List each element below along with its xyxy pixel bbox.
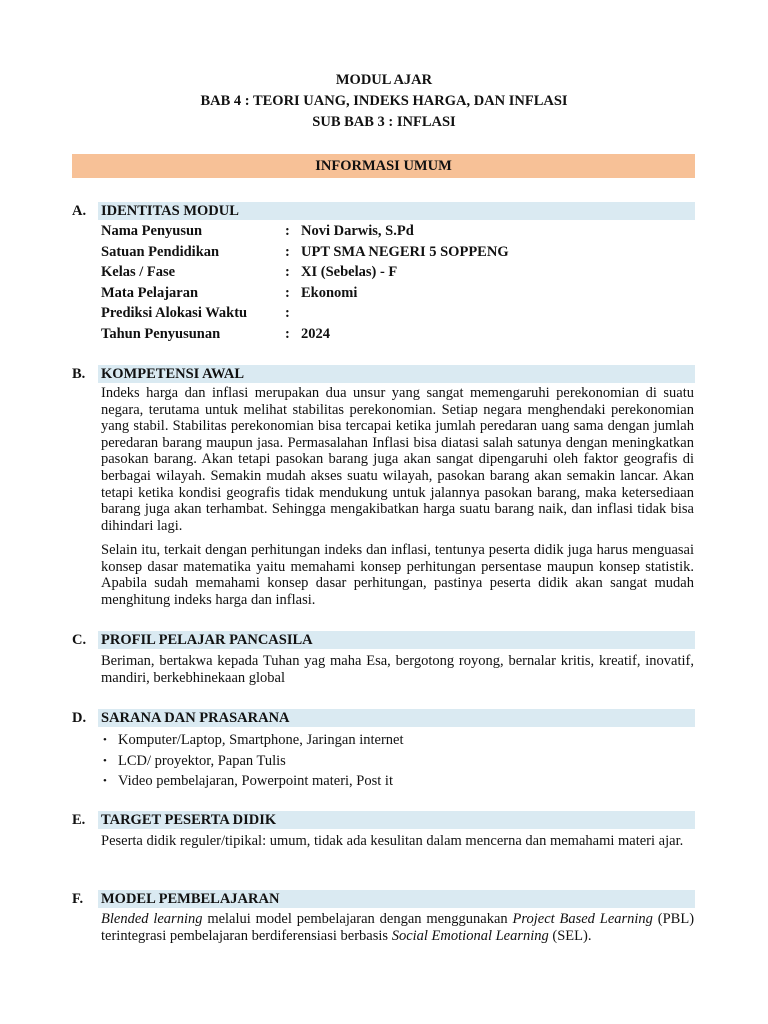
facilities-list: [101, 731, 694, 793]
learning-model-text: [101, 911, 694, 944]
section-e-title: TARGET PESERTA DIDIK: [101, 812, 277, 828]
section-f-letter: F.: [72, 891, 84, 907]
identity-colon: :: [285, 325, 290, 342]
pancasila-profile-text: Beriman, bertakwa kepada Tuhan yag maha Esa, bergotong royong, bernalar kritis, kreatif, inovatif, mandiri, berkebhinekaan global: [101, 653, 694, 686]
section-e-heading: [72, 811, 695, 829]
initial-competence-paragraph-2: Selain itu, terkait dengan perhitungan indeks dan inflasi, tentunya peserta didik juga harus menguasai konsep dasar matematika yaitu memahami konsep perhitungan persentase maupun konsep statistik. Apabila sudah memahami konsep dasar perhitungan, pastinya peserta didik akan sangat mudah menghitung indeks harga dan inflasi.: [101, 542, 694, 608]
list-item: [101, 752, 694, 773]
identity-label: Tahun Penyusunan: [101, 325, 221, 342]
section-d-heading: [72, 709, 695, 727]
identity-colon: :: [285, 284, 290, 301]
initial-competence-paragraph-1: Indeks harga dan inflasi merupakan dua unsur yang sangat memengaruhi perekonomian di suatu negara, terutama untuk melihat stabilitas perekonomian. Setiap negara menghendaki perekonomian yang stabil. Stabilitas perekonomian bisa tercapai ketika jumlah peredaran uang sama dengan jumlah peredaran barang maupun jasa. Permasalahan Inflasi bisa diatasi salah satunya dengan meningkatkan pasokan barang. Akan tetapi pasokan barang juga akan sangat dipengaruhi oleh faktor geografis di berbagai wilayah. Semakin mudah akses suatu wilayah, pasokan barang akan semakin lancar. Akan tetapi ketika kondisi geografis tidak mendukung untuk jalannya pasokan barang, maka ketersediaan barang juga akan terhambat. Sehingga mengakibatkan harga suatu barang naik, dan inflasi tidak bisa dihindari lagi.: [101, 385, 694, 534]
identity-value: Ekonomi: [301, 284, 358, 301]
identity-colon: :: [285, 305, 290, 321]
list-item: [101, 772, 694, 793]
target-students-text: Peserta didik reguler/tipikal: umum, tidak ada kesulitan dalam mencerna dan memahami materi ajar.: [101, 833, 684, 849]
bullet-icon: •: [103, 775, 107, 787]
text-segment: (SEL).: [548, 927, 592, 944]
bullet-icon: •: [103, 754, 107, 767]
identity-label: Satuan Pendidikan: [101, 243, 220, 260]
list-item-text: LCD/ proyektor, Papan Tulis: [118, 752, 286, 769]
subchapter-title: SUB BAB 3 : INFLASI: [312, 114, 456, 130]
identity-label: Mata Pelajaran: [101, 284, 199, 301]
sel-term: Social Emotional Learning: [391, 927, 549, 944]
identity-colon: :: [285, 243, 290, 260]
section-d-letter: D.: [72, 710, 87, 726]
section-e-letter: E.: [72, 812, 86, 828]
bullet-icon: •: [103, 734, 107, 746]
general-info-banner: INFORMASI UMUM: [72, 154, 695, 178]
section-f-title: MODEL PEMBELAJARAN: [101, 891, 280, 907]
module-title: MODUL AJAR: [335, 72, 433, 88]
identity-colon: :: [285, 223, 290, 239]
identity-label: Prediksi Alokasi Waktu: [101, 305, 248, 321]
section-c-letter: C.: [72, 632, 87, 648]
text-segment: melalui model pembelajaran dengan menggunakan: [202, 911, 513, 927]
blended-learning-term: Blended learning: [101, 911, 203, 927]
section-d-title: SARANA DAN PRASARANA: [101, 710, 290, 726]
section-f-heading: [72, 890, 695, 908]
identity-value: 2024: [301, 325, 330, 342]
list-item: [101, 731, 694, 752]
section-b-title: KOMPETENSI AWAL: [101, 366, 245, 382]
identity-label: Kelas / Fase: [101, 264, 176, 280]
section-a-heading: [72, 202, 695, 220]
section-a-letter: A.: [72, 203, 87, 219]
identity-value: XI (Sebelas) - F: [301, 264, 398, 280]
section-b-letter: B.: [72, 366, 86, 382]
identity-value: Novi Darwis, S.Pd: [301, 223, 414, 239]
section-c-title: PROFIL PELAJAR PANCASILA: [101, 632, 313, 648]
list-item-text: Komputer/Laptop, Smartphone, Jaringan internet: [118, 732, 404, 748]
section-c-heading: [72, 631, 695, 649]
identity-label: Nama Penyusun: [101, 223, 203, 239]
identity-colon: :: [285, 264, 290, 280]
text-segment: (PBL) terintegrasi pembelajaran berdiferensiasi berbasis: [101, 911, 695, 944]
section-b-heading: [72, 365, 695, 383]
identity-value: UPT SMA NEGERI 5 SOPPENG: [301, 243, 509, 260]
pbl-term: Project Based Learning: [512, 911, 653, 927]
section-a-title: IDENTITAS MODUL: [101, 203, 239, 219]
chapter-title: BAB 4 : TEORI UANG, INDEKS HARGA, DAN INFLASI: [200, 93, 568, 109]
list-item-text: Video pembelajaran, Powerpoint materi, Post it: [118, 773, 393, 789]
